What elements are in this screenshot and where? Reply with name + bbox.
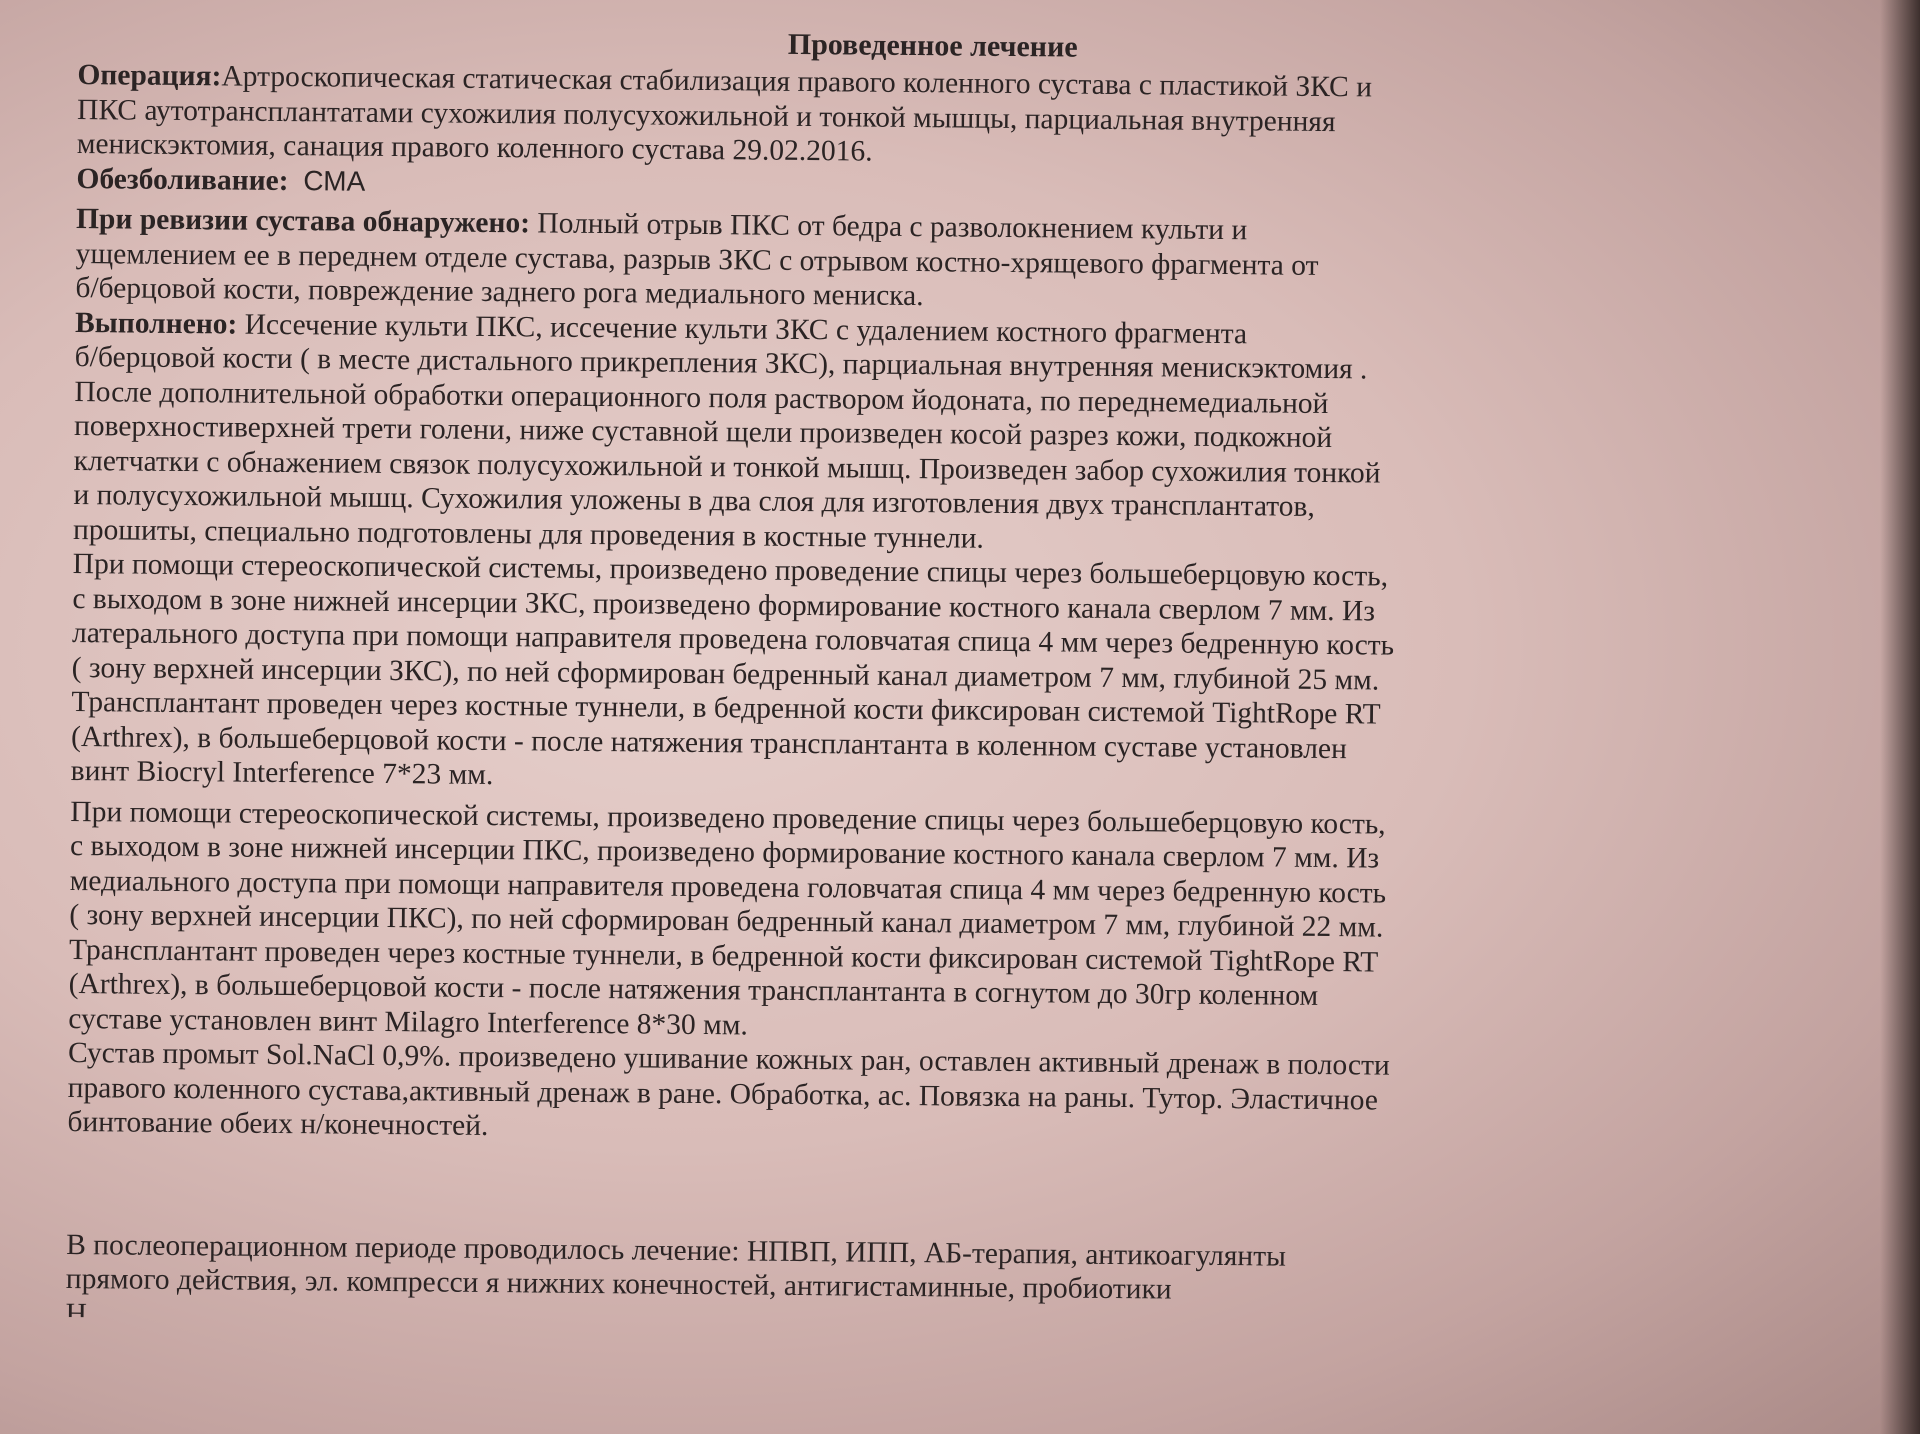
operation-text-3: менискэктомия, санация правого коленного сустава 29.02.2016. xyxy=(76,127,873,168)
revision-section xyxy=(75,202,1746,322)
zks-line-7: винт Biocryl Interference 7*23 мм. xyxy=(70,754,494,792)
spacer xyxy=(66,1139,1737,1243)
pks-line-6: (Arthrex), в большеберцовой кости - после натяжения трансплантанта в согнутом до 30гр коленном xyxy=(68,967,1319,1012)
anesthesia-label: Обезболивание: xyxy=(76,162,289,197)
pks-line-2: с выходом в зоне нижней инсерции ПКС, произведено формирование костного канала сверлом 7 мм. Из xyxy=(69,829,1380,875)
pks-line-1: При помощи стереоскопической системы, произведено проведение спицы через большеберцовую кость, xyxy=(70,795,1386,841)
operation-section xyxy=(77,58,1748,178)
zks-line-5: Трансплантант проведен через костные туннели, в бедренной кости фиксирован системой TightRope RT xyxy=(71,685,1381,731)
revision-text-1: Полный отрыв ПКС от бедра с разволокнением культи и xyxy=(529,207,1248,247)
document-title: Проведенное лечение xyxy=(787,27,1078,64)
revision-text-2: ущемлением ее в переднем отделе сустава, разрыв ЗКС с отрывом костно-хрящевого фрагмента от xyxy=(75,237,1319,282)
performed-text-3: После дополнительной обработки операционного поля раствором йодоната, по переднемедиальной xyxy=(74,375,1329,420)
performed-text-4: поверхностиверхней трети голени, ниже суставной щели произведен косой разрез кожи, подкожной xyxy=(73,409,1333,455)
performed-text-2: б/берцовой кости ( в месте дистального прикрепления ЗКС), парциальная внутренняя менискэктомия . xyxy=(74,340,1368,386)
closing-line-3: бинтование обеих н/конечностей. xyxy=(67,1105,489,1142)
zks-line-6: (Arthrex), в большеберцовой кости - после натяжения трансплантанта в коленном суставе установлен xyxy=(70,720,1347,765)
operation-label: Операция: xyxy=(77,58,222,93)
operation-text-1: Артроскопическая статическая стабилизация правого коленного сустава с пластикой ЗКС и xyxy=(221,60,1373,104)
performed-label: Выполнено: xyxy=(74,306,238,341)
performed-text-6: и полусухожильной мышц. Сухожилия уложены в два слоя для изготовления двух трансплантатов, xyxy=(73,478,1315,523)
performed-text-7: прошиты, специально подготовлены для проведения в костные туннели. xyxy=(72,513,984,555)
zks-line-4: ( зону верхней инсерции ЗКС), по ней сформирован бедренный канал диаметром 7 мм, глубиной 25 мм. xyxy=(71,651,1380,697)
pks-line-5: Трансплантант проведен через костные туннели, в бедренной кости фиксирован системой TightRope RT xyxy=(68,933,1379,979)
performed-text-1: Иссечение культи ПКС, иссечение культи ЗКС с удалением костного фрагмента xyxy=(237,308,1248,350)
revision-text-3: б/берцовой кости, повреждение заднего рога медиального мениска. xyxy=(75,271,924,313)
revision-label: При ревизии сустава обнаружено: xyxy=(75,202,531,240)
pks-line-4: ( зону верхней инсерции ПКС), по ней сформирован бедренный канал диаметром 7 мм, глубиной 22 мм. xyxy=(69,898,1384,944)
zks-line-1: При помощи стереоскопической системы, произведено проведение спицы через большеберцовую кость, xyxy=(72,547,1389,593)
zks-paragraph xyxy=(71,547,1743,805)
pks-line-3: медиального доступа при помощи направителя проведена головчатая спица 4 мм через бедренную кость xyxy=(69,864,1387,910)
closing-paragraph xyxy=(67,1036,1738,1156)
operation-text-2: ПКС аутотрансплантатами сухожилия полусухожильной и тонкой мышцы, парциальная внутренняя xyxy=(76,93,1336,138)
postop-paragraph xyxy=(66,1227,1737,1332)
postop-line-cutoff: Н... xyxy=(65,1297,110,1330)
medical-document xyxy=(66,18,1748,1332)
postop-line-2: прямого действия, эл. компресси я нижних конечностей, антигистаминные, пробиотики xyxy=(65,1262,1172,1306)
pks-paragraph xyxy=(68,794,1740,1052)
pks-line-7: суставе установлен винт Milagro Interference 8*30 мм. xyxy=(68,1002,748,1041)
anesthesia-value: СМА xyxy=(303,164,366,197)
zks-line-3: латерального доступа при помощи направителя проведена головчатая спица 4 мм через бедренную кость xyxy=(71,616,1395,662)
performed-text-5: клетчатки с обнажением связок полусухожильной и тонкой мышц. Произведен забор сухожилия тонкой xyxy=(73,444,1381,490)
postop-line-1: В послеоперационном периоде проводилось лечение: НПВП, ИПП, АБ-терапия, антикоагулянты xyxy=(66,1228,1287,1273)
closing-line-2: правого коленного сустава,активный дренаж в ране. Обработка, ас. Повязка на раны. Тутор. Эластичное xyxy=(67,1071,1379,1117)
zks-line-2: с выходом в зоне нижней инсерции ЗКС, произведено формирование костного канала сверлом 7 мм. Из xyxy=(72,582,1376,627)
closing-line-1: Сустав промыт Sol.NaCl 0,9%. произведено ушивание кожных ран, оставлен активный дренаж в полости xyxy=(67,1036,1390,1082)
performed-section xyxy=(73,305,1745,563)
